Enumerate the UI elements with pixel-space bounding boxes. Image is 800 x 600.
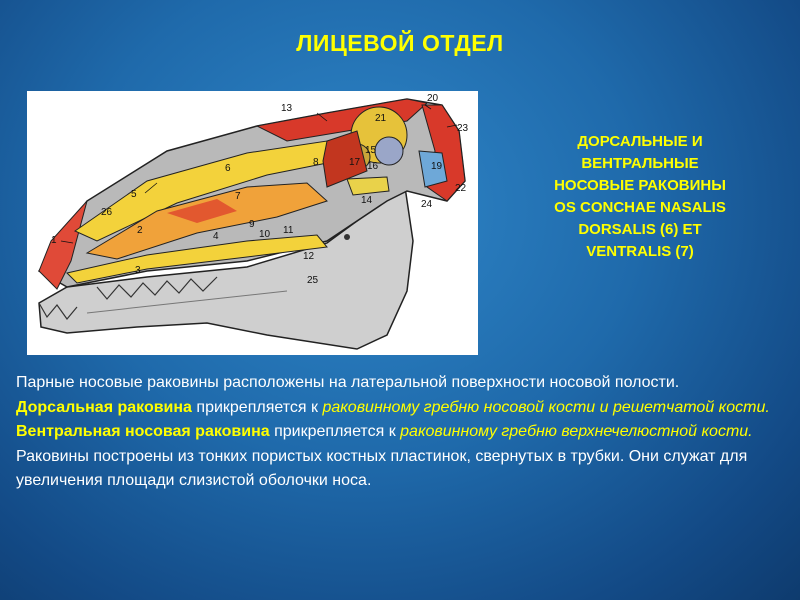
paragraph-dorsal [16, 396, 786, 421]
body-text [16, 371, 786, 494]
paragraph-connector: прикрепляется к [269, 423, 401, 440]
caption-line: OS CONCHAE NASALIS [554, 199, 726, 216]
figure-label: 23 [457, 123, 469, 134]
figure-label: 13 [281, 103, 293, 114]
figure-label: 19 [431, 161, 443, 172]
figure-label: 17 [349, 157, 361, 168]
caption-line: ДОРСАЛЬНЫЕ И [577, 133, 703, 150]
term-dorsal-concha: Дорсальная раковина [16, 398, 192, 416]
figure-label: 3 [135, 265, 141, 276]
skull-drawing [27, 91, 478, 355]
slide-title: ЛИЦЕВОЙ ОТДЕЛ [296, 30, 504, 56]
side-caption [505, 131, 775, 263]
paragraph-structure: Раковины построены из тонких пористых костных пластинок, свернутых в трубки. Они служат для увеличения площади слизистой оболочки носа. [16, 447, 748, 489]
figure-label: 24 [421, 199, 433, 210]
caption-line: ВЕНТРАЛЬНЫЕ [581, 155, 699, 172]
skull-illustration [27, 91, 478, 355]
figure-label: 10 [259, 229, 271, 240]
figure-label: 12 [303, 251, 315, 262]
caption-line: VENTRALIS (7) [586, 243, 694, 260]
figure-label: 15 [365, 145, 377, 156]
paragraph-ventral [16, 420, 786, 445]
dorsal-attachment: раковинному гребню носовой кости и решетчатой кости. [322, 398, 770, 416]
figure-label: 11 [283, 225, 294, 236]
figure-label: 4 [213, 231, 219, 242]
figure-label: 20 [427, 93, 439, 104]
figure-label: 26 [101, 207, 113, 218]
figure-label: 5 [131, 189, 137, 200]
figure-label: 22 [455, 183, 467, 194]
figure-label: 21 [375, 113, 387, 124]
figure-label: 1 [51, 235, 57, 246]
figure-label: 16 [367, 161, 379, 172]
caption-line: НОСОВЫЕ РАКОВИНЫ [554, 177, 726, 194]
term-ventral-concha: Вентральная носовая раковина [16, 423, 270, 440]
paragraph-connector: прикрепляется к [191, 398, 323, 416]
figure-label: 25 [307, 275, 319, 286]
ventral-attachment: раковинному гребню верхнечелюстной кости. [400, 423, 753, 440]
figure-label: 9 [249, 219, 255, 230]
figure-label: 7 [235, 191, 241, 202]
figure-label: 6 [225, 163, 231, 174]
caption-line: DORSALIS (6) ET [578, 221, 702, 238]
figure-label: 8 [313, 157, 319, 168]
figure-label: 2 [137, 225, 143, 236]
paragraph-intro: Парные носовые раковины расположены на латеральной поверхности носовой полости. [16, 374, 680, 391]
figure-label: 14 [361, 195, 373, 206]
